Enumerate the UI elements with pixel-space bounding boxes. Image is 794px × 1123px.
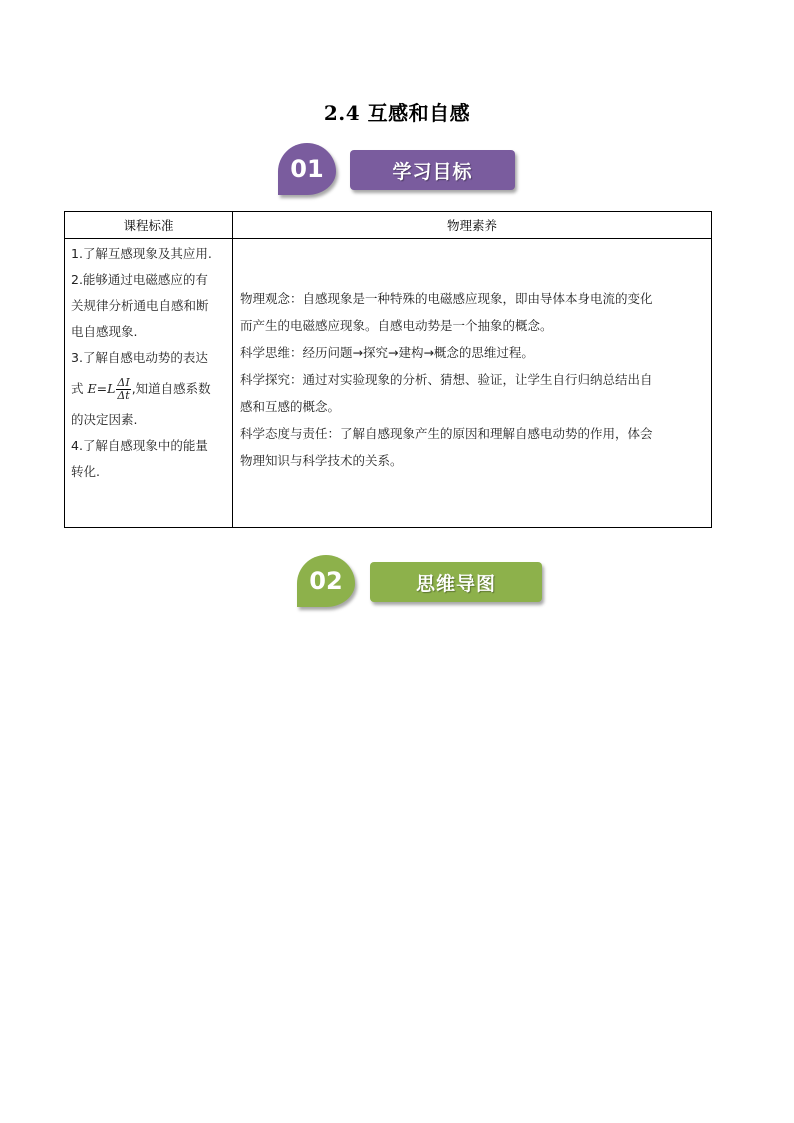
objectives-table	[64, 211, 712, 528]
standard-item-3-line-1: 3.了解自感电动势的表达	[71, 350, 208, 365]
table-row	[65, 239, 712, 528]
literacy-inquiry-line-2: 感和互感的概念。	[240, 399, 341, 414]
section-number-badge-02	[297, 555, 355, 607]
formula-fraction	[116, 377, 130, 402]
standard-item-2-line-3: 电自感现象.	[71, 324, 138, 339]
literacy-attitude-line-2: 物理知识与科学技术的关系。	[240, 453, 403, 468]
section-label: 学习目标	[392, 160, 473, 183]
standard-item-4-line-1: 4.了解自感现象中的能量	[71, 438, 208, 453]
header-course-standard: 课程标准	[65, 212, 233, 239]
section-number: 01	[290, 155, 324, 183]
section-label-bar-01	[350, 150, 515, 190]
section-number-badge-01	[278, 143, 336, 195]
literacy-concept-line-2: 而产生的电磁感应现象。自感电动势是一个抽象的概念。	[240, 318, 553, 333]
standard-item-3-line-3: 的决定因素.	[71, 412, 138, 427]
emf-formula: E=L	[87, 381, 116, 396]
literacy-inquiry-line-1: 科学探究：通过对实验现象的分析、猜想、验证，让学生自行归纳总结出自	[240, 372, 653, 387]
table-header-row	[65, 212, 712, 239]
formula-suffix: ,知道自感系数	[131, 381, 211, 396]
standard-item-4-line-2: 转化.	[71, 464, 100, 479]
literacy-attitude-line-1: 科学态度与责任：了解自感现象产生的原因和理解自感电动势的作用，体会	[240, 426, 653, 441]
physics-literacy-cell	[233, 239, 712, 528]
fraction-denominator: Δt	[117, 389, 130, 402]
section-label: 思维导图	[415, 572, 496, 595]
standard-item-2-line-1: 2.能够通过电磁感应的有	[71, 272, 208, 287]
header-physics-literacy: 物理素养	[233, 212, 712, 239]
course-standards-cell	[65, 239, 233, 528]
standard-item-3-line-2	[71, 371, 228, 407]
fraction-numerator: ΔI	[117, 376, 130, 389]
standard-item-2-line-2: 关规律分析通电自感和断	[71, 298, 209, 313]
literacy-concept-line-1: 物理观念：自感现象是一种特殊的电磁感应现象，即由导体本身电流的变化	[240, 291, 653, 306]
section-label-bar-02	[370, 562, 542, 602]
standard-item-1: 1.了解互感现象及其应用.	[71, 246, 212, 261]
page-title: 2.4 互感和自感	[323, 101, 471, 125]
section-number: 02	[309, 567, 343, 595]
literacy-thinking: 科学思维：经历问题→探究→建构→概念的思维过程。	[240, 345, 534, 360]
formula-prefix: 式	[71, 381, 84, 396]
